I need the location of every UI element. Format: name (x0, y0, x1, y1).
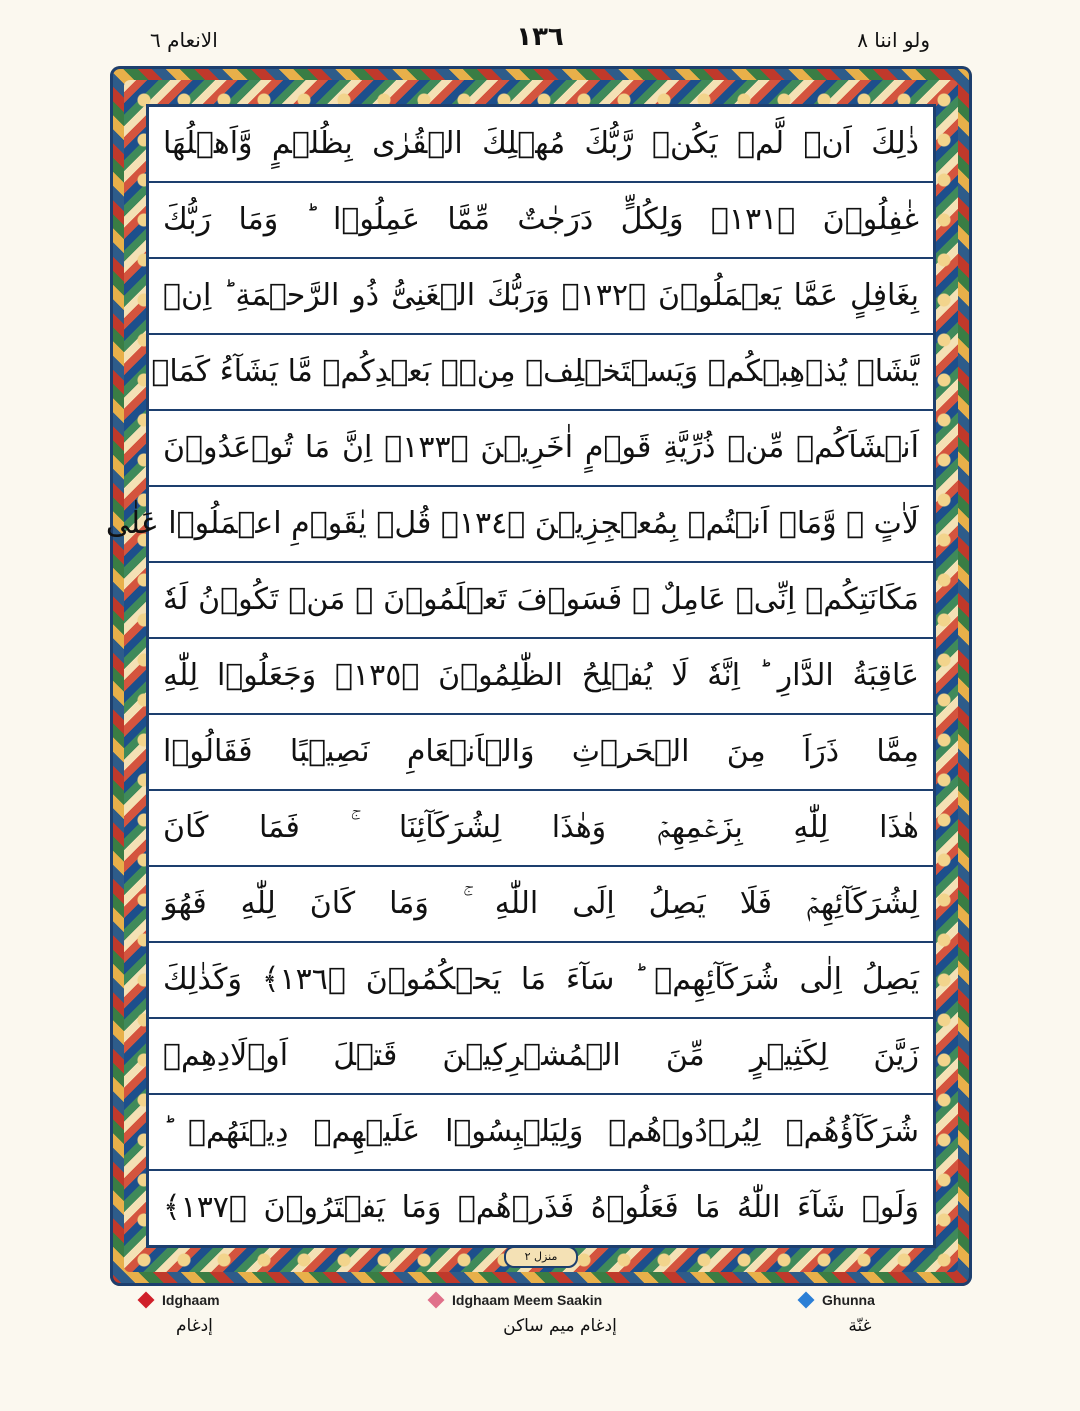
verse-line-text: لِشُرَكَآئِهِمۡ فَلَا يَصِلُ اِلَى اللّٰهِ ۚ وَمَا كَانَ لِلّٰهِ فَهُوَ (163, 886, 919, 921)
verse-line-text: مَكَانَتِكُمۡ اِنِّىۡ عَامِلٌ ۚ فَسَوۡفَ تَعۡلَمُوۡنَ ۙ مَنۡ تَكُوۡنُ لَهٗ (163, 582, 919, 617)
verse-line (149, 715, 933, 791)
legend-item-idghaam-meem-saakin (430, 1292, 690, 1336)
legend-label: Idghaam (162, 1292, 220, 1308)
verse-line (149, 1171, 933, 1245)
verse-line-text: وَلَوۡ شَآءَ اللّٰهُ مَا فَعَلُوۡهُ فَذَرۡهُمۡ وَمَا يَفۡتَرُوۡنَ ﴿١٣٧﴾ (163, 1190, 919, 1225)
verse-line-text: مِمَّا ذَرَاَ مِنَ الۡحَرۡثِ وَالۡاَنۡعَامِ نَصِيۡبًا فَقَالُوۡا (163, 734, 919, 769)
verse-line-text: غٰفِلُوۡنَ ﴿١٣١﴾ وَلِكُلٍّ دَرَجٰتٌ مِّمَّا عَمِلُوۡا ؕ وَمَا رَبُّكَ (163, 202, 919, 237)
verse-line-text: هٰذَا لِلّٰهِ بِزَعۡمِهِمۡ وَهٰذَا لِشُرَكَآئِنَا ۚ فَمَا كَانَ (163, 810, 919, 845)
verse-line (149, 335, 933, 411)
page-number: ١٣٦ (516, 22, 564, 52)
verse-line-text: يَّشَاۡ يُذۡهِبۡكُمۡ وَيَسۡتَخۡلِفۡ مِنۡۢ بَعۡدِكُمۡ مَّا يَشَآءُ كَمَاۤ (151, 354, 919, 389)
manzil-tab: منزل ٢ (504, 1246, 578, 1268)
verse-line-text: ذٰلِكَ اَنۡ لَّمۡ يَكُنۡ رَّبُّكَ مُهۡلِكَ الۡقُرٰى بِظُلۡمٍ وَّاَهۡلُهَا (163, 126, 919, 161)
ornamental-border-inner (105, 80, 958, 1272)
verse-line-text: عَاقِبَةُ الدَّارِ ؕ اِنَّهٗ لَا يُفۡلِحُ الظّٰلِمُوۡنَ ﴿١٣٥﴾ وَجَعَلُوۡا لِلّٰهِ (163, 658, 919, 693)
verse-line-text: شُرَكَآؤُهُمۡ لِيُرۡدُوۡهُمۡ وَلِيَلۡبِسُوۡا عَلَيۡهِمۡ دِيۡنَهُمۡ ؕ (163, 1114, 919, 1149)
verse-line-text: لَاٰتٍ ۙ وَّمَاۤ اَنۡتُمۡ بِمُعۡجِزِيۡنَ ﴿١٣٤﴾ قُلۡ يٰقَوۡمِ اعۡمَلُوۡا عَلٰى (105, 506, 919, 541)
verse-lines (105, 107, 933, 1245)
red-diamond-icon (138, 1292, 155, 1309)
verse-line-text: اَنۡشَاَكُمۡ مِّنۡ ذُرِّيَّةِ قَوۡمٍ اٰخَرِيۡنَ ﴿١٣٣﴾ اِنَّ مَا تُوۡعَدُوۡنَ (163, 430, 919, 465)
verse-line (149, 1095, 933, 1171)
legend-item-ghunna (800, 1292, 920, 1336)
juz-name: ولو اننا ٨ (857, 28, 930, 52)
legend-label: Ghunna (822, 1292, 875, 1308)
page-header (150, 22, 930, 62)
surah-name: الانعام ٦ (150, 28, 218, 52)
pink-diamond-icon (428, 1292, 445, 1309)
verse-line (149, 107, 933, 183)
verse-line (149, 791, 933, 867)
blue-diamond-icon (798, 1292, 815, 1309)
verse-line (149, 259, 933, 335)
verse-line (149, 1019, 933, 1095)
verse-line (105, 487, 933, 563)
verse-line-text: بِغَافِلٍ عَمَّا يَعۡمَلُوۡنَ ﴿١٣٢﴾ وَرَبُّكَ الۡغَنِىُّ ذُو الرَّحۡمَةِ ؕ اِنۡ (163, 278, 919, 313)
verse-line (149, 943, 933, 1019)
verse-line-text: يَصِلُ اِلٰى شُرَكَآئِهِمۡ ؕ سَآءَ مَا يَحۡكُمُوۡنَ ﴿١٣٦﴾ وَكَذٰلِكَ (163, 962, 919, 997)
tajweed-legend (140, 1292, 920, 1402)
legend-label: Idghaam Meem Saakin (452, 1292, 603, 1308)
verse-line (149, 183, 933, 259)
legend-arabic: غنّة (848, 1316, 872, 1336)
verse-line (149, 867, 933, 943)
legend-arabic: إدغام (176, 1316, 213, 1336)
verse-line (149, 411, 933, 487)
legend-arabic: إدغام ميم ساكن (503, 1316, 617, 1336)
verse-line (149, 639, 933, 715)
ornamental-border (105, 66, 972, 1286)
legend-item-idghaam (140, 1292, 360, 1336)
verse-line-text: زَيَّنَ لِكَثِيۡرٍ مِّنَ الۡمُشۡرِكِيۡنَ قَتۡلَ اَوۡلَادِهِمۡ (163, 1038, 919, 1073)
verse-line (149, 563, 933, 639)
verse-text-area (105, 104, 936, 1248)
